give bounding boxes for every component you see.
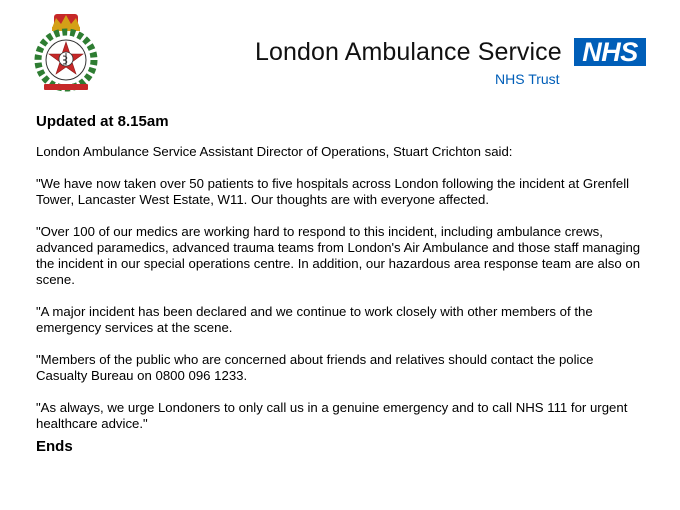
statement-paragraph: London Ambulance Service Assistant Director of Operations, Stuart Crichton said: xyxy=(36,144,513,159)
organisation-name: London Ambulance Service xyxy=(255,38,562,66)
ambulance-crest-icon xyxy=(30,12,102,92)
statement-paragraph: "Over 100 of our medics are working hard to respond to this incident, including ambulance crews, advanced paramedics, advanced trauma teams from London's Air Ambulance and those staff managing the incident in our special operations centre. In addition, our hazardous area response team are also on scene. xyxy=(36,224,641,287)
statement-paragraph: "A major incident has been declared and we continue to work closely with other members of the emergency services at the scene. xyxy=(36,304,593,335)
statement-paragraph: "We have now taken over 50 patients to five hospitals across London following the incident at Grenfell Tower, Lancaster West Estate, W11. Our thoughts are with everyone affected. xyxy=(36,176,630,207)
statement-body xyxy=(36,113,646,455)
statement-paragraph: "As always, we urge Londoners to only call us in a genuine emergency and to call NHS 111 for urgent healthcare advice." xyxy=(36,400,628,431)
ends-label: Ends xyxy=(36,438,73,455)
nhs-trust-label: NHS Trust xyxy=(495,71,560,87)
nhs-logo: NHS xyxy=(574,38,646,66)
updated-time: Updated at 8.15am xyxy=(36,113,169,130)
statement-paragraph: "Members of the public who are concerned about friends and relatives should contact the police Casualty Bureau on 0800 096 1233. xyxy=(36,352,594,383)
